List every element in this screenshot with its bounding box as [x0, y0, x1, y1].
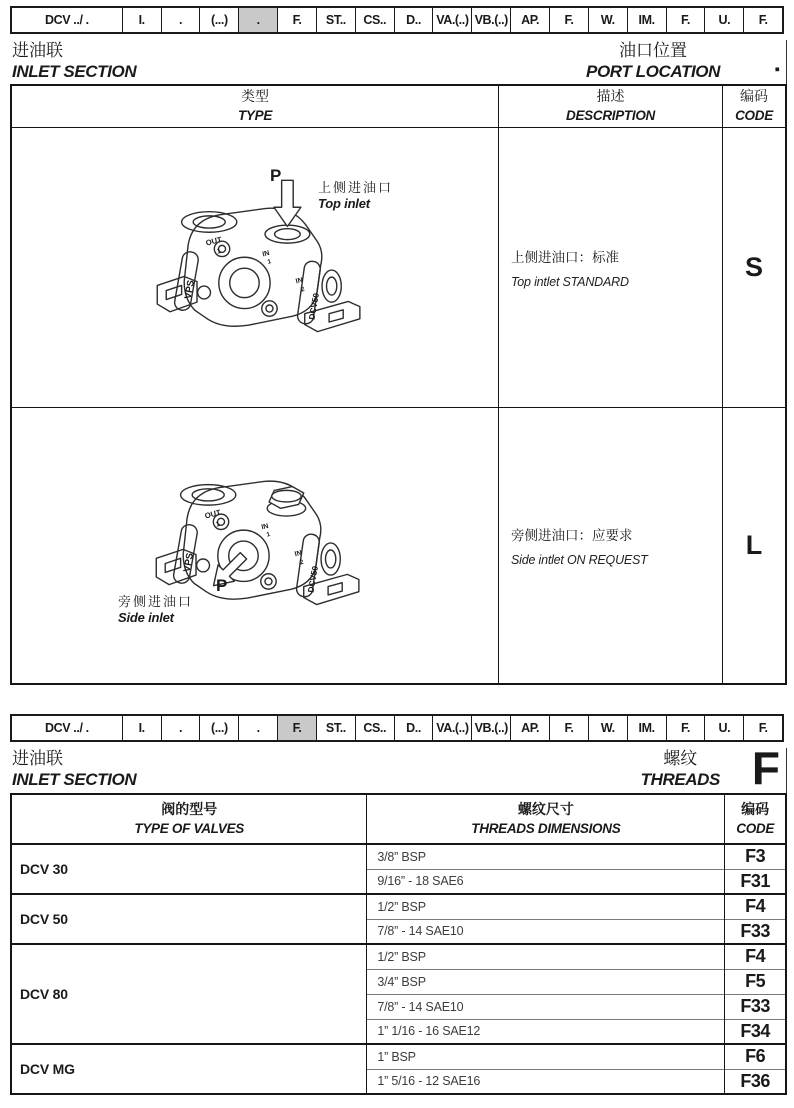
thread-code: F4 — [725, 944, 786, 969]
model-code-cell: F. — [549, 716, 588, 740]
model-code-strip-bottom — [10, 714, 784, 742]
section2-subject-en: THREADS — [640, 770, 720, 789]
model-code-cell: (...) — [199, 716, 238, 740]
valve-port-out-label: OUT — [204, 234, 223, 248]
model-code-cell: W. — [588, 716, 627, 740]
valve-port-in1-label: IN — [261, 249, 271, 259]
section1-subject-zh: 油口位置 — [619, 41, 688, 60]
model-code-cell: AP. — [510, 716, 549, 740]
section1-title-zh: 进油联 — [12, 41, 63, 60]
code-placeholder-marker: ▪ — [774, 61, 780, 78]
col-valves-zh: 阀的型号 — [161, 802, 218, 818]
column-header-valves — [11, 794, 367, 844]
valve-brand-label: VPS — [182, 279, 197, 301]
column-header-code2 — [725, 794, 786, 844]
model-code-cell: U. — [704, 716, 743, 740]
section2-code-letter: F — [751, 742, 780, 794]
description-zh: 上侧进油口：标准 — [511, 250, 619, 265]
table-row — [11, 844, 786, 869]
section1-subject — [586, 41, 720, 82]
col-desc-zh: 描述 — [596, 90, 625, 105]
threads-header-row — [11, 794, 786, 844]
thread-dimension: 1” BSP — [367, 1044, 725, 1069]
model-code-cell: DCV ../ . — [45, 721, 89, 735]
model-code-cell: . — [161, 716, 200, 740]
model-code-cell: VB.(..) — [471, 8, 510, 32]
valve-name-dcv30: DCV 30 — [20, 861, 68, 877]
model-code-cell: IM. — [627, 716, 666, 740]
model-code-cell: D.. — [394, 716, 433, 740]
section2-subject-zh: 螺纹 — [663, 749, 698, 768]
col-desc-en: DESCRIPTION — [566, 108, 655, 123]
valve-port-in2-number: 2 — [299, 558, 305, 567]
valve-port-out-label: OUT — [203, 507, 222, 521]
model-code-cell: ST.. — [316, 8, 355, 32]
col-type-en: TYPE — [237, 108, 273, 123]
table-row — [11, 894, 786, 919]
col-dim-en: THREADS DIMENSIONS — [471, 820, 621, 836]
valve-port-in1-number: 1 — [266, 258, 273, 266]
valve-port-in1-label: IN — [260, 522, 270, 532]
valve-drawing-top-inlet — [12, 127, 498, 407]
port-p-label: P — [270, 166, 282, 185]
section2-subject — [641, 749, 720, 790]
top-inlet-annotation-zh: 上侧进油口 — [318, 180, 394, 195]
thread-code: F3 — [725, 844, 786, 869]
column-header-dimensions — [367, 794, 725, 844]
col-dim-zh: 螺纹尺寸 — [517, 802, 574, 818]
valve-port-out-number: 1 — [216, 248, 222, 256]
code-cell-s: S — [722, 127, 785, 407]
section2-title — [12, 749, 136, 790]
model-code-cell: F. — [743, 8, 782, 32]
side-inlet-annotation-zh: 旁侧进油口 — [118, 594, 194, 609]
model-code-cell: F. — [666, 716, 705, 740]
model-code-cell: IM. — [627, 8, 666, 32]
thread-code: F34 — [725, 1019, 786, 1044]
col-valves-en: TYPE OF VALVES — [134, 820, 244, 836]
thread-code: F33 — [725, 994, 786, 1019]
description-en: Top intlet STANDARD — [511, 275, 629, 289]
side-inlet-annotation — [118, 594, 193, 626]
valve-model-label: DCV50 — [305, 565, 320, 594]
valve-model-label: DCV50 — [306, 292, 321, 321]
model-code-cell-highlighted: . — [238, 8, 277, 32]
thread-code: F31 — [725, 869, 786, 894]
valve-name-dcv80: DCV 80 — [11, 944, 367, 1044]
valve-port-in2-number: 2 — [300, 285, 306, 294]
thread-dimension: 7/8” - 14 SAE10 — [367, 994, 725, 1019]
valve-isometric-drawing — [146, 443, 364, 616]
valve-drawing-side-inlet — [12, 407, 498, 683]
model-code-cell: . — [238, 716, 277, 740]
col-code-zh: 编码 — [740, 90, 768, 105]
model-code-cell: W. — [588, 8, 627, 32]
valve-brand-label: VPS — [181, 552, 196, 573]
thread-dimension: 3/4” BSP — [367, 969, 725, 994]
thread-dimension: 3/8” BSP — [367, 844, 725, 869]
model-code-cell: (...) — [199, 8, 238, 32]
thread-code: F5 — [725, 969, 786, 994]
model-code-strip-top — [10, 6, 784, 34]
description-cell-top-inlet — [498, 127, 722, 407]
model-code-cell: F. — [666, 8, 705, 32]
valve-port-in1-number: 1 — [265, 531, 272, 539]
section1-title-en: INLET SECTION — [12, 62, 137, 81]
threads-table — [10, 793, 787, 1095]
valve-port-in2-label: IN — [295, 276, 304, 286]
side-inlet-annotation-en: Side inlet — [118, 610, 174, 625]
description-en: Side intlet ON REQUEST — [511, 553, 648, 567]
thread-code: F4 — [725, 894, 786, 919]
thread-dimension: 9/16” - 18 SAE6 — [367, 869, 725, 894]
description-cell-side-inlet — [498, 407, 722, 683]
description-zh: 旁侧进油口：应要求 — [511, 528, 633, 543]
section1-subject-en: PORT LOCATION — [586, 62, 720, 81]
thread-dimension: 1” 5/16 - 12 SAE16 — [367, 1069, 725, 1094]
column-header-type — [12, 86, 498, 127]
model-code-cell-highlighted: F. — [277, 716, 316, 740]
valve-name-dcv50: DCV 50 — [11, 894, 367, 944]
thread-code: F36 — [725, 1069, 786, 1094]
model-code-cell: ST.. — [316, 716, 355, 740]
model-code-cell: D.. — [394, 8, 433, 32]
thread-dimension: 1/2” BSP — [367, 944, 725, 969]
model-code-cell: F. — [549, 8, 588, 32]
valve-port-in2-label: IN — [294, 549, 303, 559]
model-code-cell: CS.. — [355, 716, 394, 740]
model-code-cell: CS.. — [355, 8, 394, 32]
col-code2-en: CODE — [736, 820, 775, 836]
thread-dimension: 1” 1/16 - 16 SAE12 — [367, 1019, 725, 1044]
model-code-cell: F. — [277, 8, 316, 32]
col-type-zh: 类型 — [241, 90, 269, 105]
model-code-cell: U. — [704, 8, 743, 32]
model-code-cell: VA.(..) — [432, 716, 471, 740]
model-code-cell: I. — [122, 716, 161, 740]
table-row — [11, 944, 786, 969]
valve-name-dcvmg: DCV MG — [11, 1044, 367, 1094]
col-code-en: CODE — [735, 108, 773, 123]
section2-header — [10, 742, 787, 794]
model-code-cell: VA.(..) — [432, 8, 471, 32]
column-header-description — [498, 86, 722, 127]
model-code-cell: DCV ../ . — [45, 13, 89, 27]
flow-arrow-icon — [274, 180, 301, 226]
section1-title — [12, 41, 136, 82]
model-code-cell: AP. — [510, 8, 549, 32]
top-inlet-annotation-en: Top inlet — [318, 196, 370, 211]
code-cell-l: L — [722, 407, 785, 683]
thread-code: F33 — [725, 919, 786, 944]
section1-header — [10, 40, 787, 84]
top-inlet-annotation — [318, 180, 393, 212]
thread-code: F6 — [725, 1044, 786, 1069]
model-code-cell: . — [161, 8, 200, 32]
section2-title-zh: 进油联 — [12, 749, 63, 768]
thread-dimension: 7/8” - 14 SAE10 — [367, 919, 725, 944]
port-location-table — [10, 84, 787, 685]
port-p-label: P — [216, 576, 228, 595]
model-code-cell: F. — [743, 716, 782, 740]
section2-title-en: INLET SECTION — [12, 770, 137, 789]
model-code-cell: I. — [122, 8, 161, 32]
col-code2-zh: 编码 — [741, 802, 770, 818]
column-header-code — [722, 86, 785, 127]
model-code-cell: VB.(..) — [471, 716, 510, 740]
table-row — [11, 1044, 786, 1069]
thread-dimension: 1/2” BSP — [367, 894, 725, 919]
valve-port-out-number: 1 — [215, 520, 221, 529]
